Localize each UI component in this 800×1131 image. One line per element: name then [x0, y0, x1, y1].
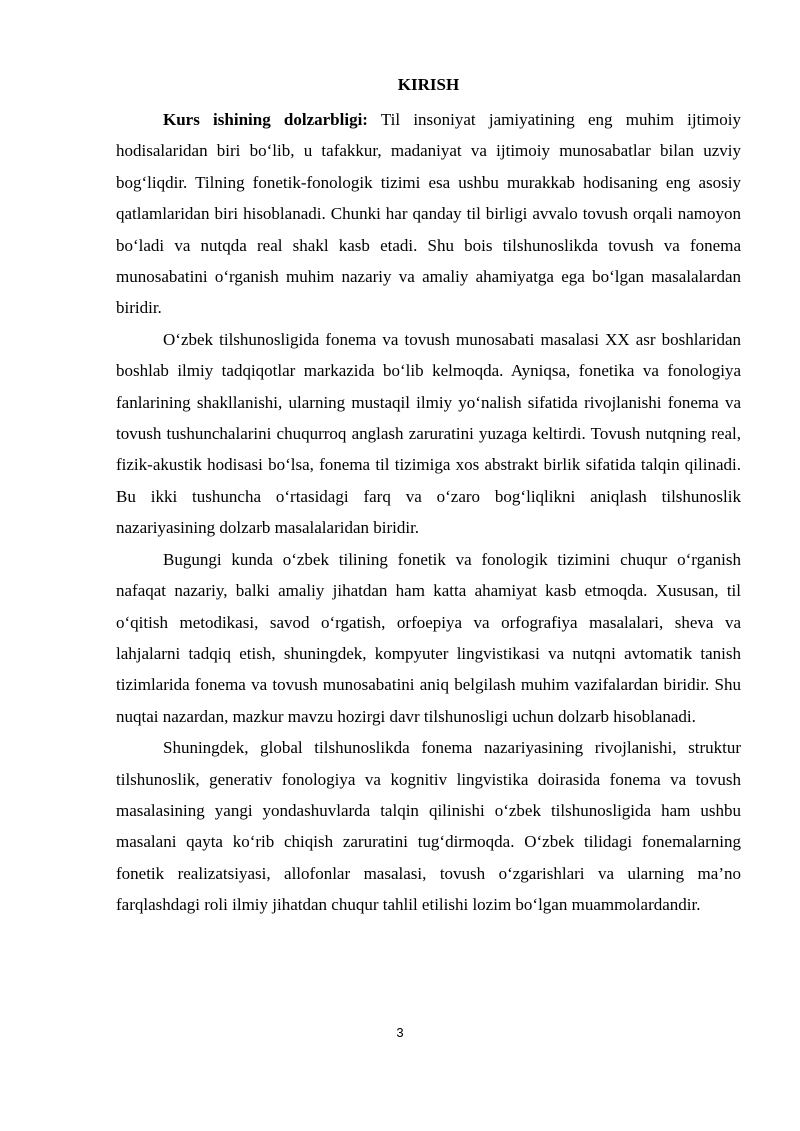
document-page: [116, 74, 741, 921]
paragraph-practical: [116, 544, 741, 732]
paragraph-relevance: [116, 104, 741, 324]
paragraph-text: Shuningdek, global tilshunoslikda fonema nazariyasining rivojlanishi, struktur tilshunoslik, generativ fonologiya va kognitiv lingvistika doirasida fonema va tovush masalasining yangi yondashuvlarda talqin qilinishi o‘zbek tilshunosligida ham ushbu masalani qayta ko‘rib chiqish zaruratini tug‘dirmoqda. O‘zbek tilidagi fonemalarning fonetik realizatsiyasi, allofonlar masalasi, tovush o‘zgarishlari va ularning ma’no farqlashdagi roli ilmiy jihatdan chuqur tahlil etilishi lozim bo‘lgan muammolardandir.: [116, 738, 741, 915]
paragraph-text: Bugungi kunda o‘zbek tilining fonetik va fonologik tizimini chuqur o‘rganish nafaqat nazariy, balki amaliy jihatdan ham katta ahamiyat kasb etmoqda. Xususan, til o‘qitish metodikasi, savod o‘rgatish, orfoepiya va orfografiya masalalari, sheva va lahjalarni tadqiq etish, shuningdek, kompyuter lingvistikasi va nutqni avtomatik tanish tizimlarida fonema va tovush munosabatini aniq belgilash muhim vazifalardan biridir. Shu nuqtai nazardan, mazkur mavzu hozirgi davr tilshunosligi uchun dolzarb hisoblanadi.: [116, 549, 741, 726]
paragraph-lead: Kurs ishining dolzarbligi:: [163, 110, 368, 129]
paragraph-text: O‘zbek tilshunosligida fonema va tovush munosabati masalasi XX asr boshlaridan boshlab ilmiy tadqiqotlar markazida bo‘lib kelmoqda. Ayniqsa, fonetika va fonologiya fanlarining shakllanishi, ularning mustaqil ilmiy yo‘nalish sifatida rivojlanishi fonema va tovush tushunchalarini chuqurroq anglash zaruratini yuzaga keltirdi. Tovush nutqning real, fizik-akustik hodisasi bo‘lsa, fonema til tizimiga xos abstrakt birlik sifatida talqin qilinadi. Bu ikki tushuncha o‘rtasidagi farq va o‘zaro bog‘liqlikni aniqlash tilshunoslik nazariyasining dolzarb masalalaridan biridir.: [116, 329, 741, 538]
page-number: 3: [396, 1025, 404, 1040]
section-title: KIRISH: [397, 75, 460, 94]
paragraph-history: [116, 324, 741, 544]
paragraph-global: [116, 732, 741, 920]
paragraph-text: Til insoniyat jamiyatining eng muhim ijtimoiy hodisalaridan biri bo‘lib, u tafakkur, madaniyat va ijtimoiy munosabatlar bilan uzviy bog‘liqdir. Tilning fonetik-fonologik tizimi esa ushbu murakkab hodisaning eng asosiy qatlamlaridan biri hisoblanadi. Chunki har qanday til birligi avvalo tovush orqali namoyon bo‘ladi va nutqda real shakl kasb etadi. Shu bois tilshunoslikda tovush va fonema munosabatini o‘rganish muhim nazariy va amaliy ahamiyatga ega bo‘lgan masalalardan biridir.: [116, 110, 741, 318]
